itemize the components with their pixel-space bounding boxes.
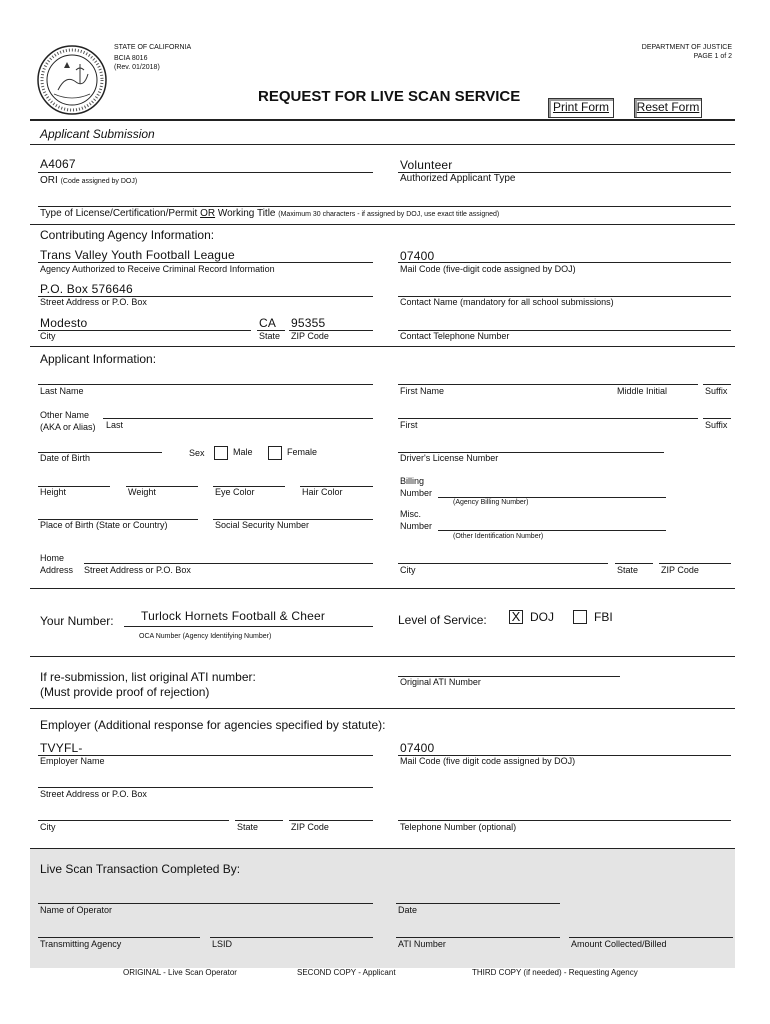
form-title: REQUEST FOR LIVE SCAN SERVICE: [258, 88, 521, 105]
employer-state-label: State: [237, 822, 259, 832]
billing-hint: (Agency Billing Number): [453, 499, 529, 506]
mail-code-value[interactable]: 07400: [400, 249, 435, 263]
employer-name-value[interactable]: TVYFL-: [40, 741, 83, 755]
eye-color-label: Eye Color: [215, 487, 255, 497]
agency-city-label: City: [40, 331, 56, 341]
hair-color-label: Hair Color: [302, 487, 343, 497]
section-divider: [30, 588, 735, 589]
footer-third-copy: THIRD COPY (if needed) - Requesting Agency: [472, 968, 638, 977]
license-line: [38, 206, 731, 207]
transmitting-agency-label: Transmitting Agency: [40, 939, 122, 949]
section-divider: [30, 224, 735, 225]
aka-last-label: Last: [106, 420, 124, 430]
footer-second-copy: SECOND COPY - Applicant: [297, 968, 396, 977]
employer-phone-label: Telephone Number (optional): [400, 822, 517, 832]
employer-phone-line: [398, 820, 731, 821]
home-zip-label: ZIP Code: [661, 565, 699, 575]
billing-label-2: Number: [400, 488, 433, 498]
employer-street-line: [38, 787, 373, 788]
contributing-agency-heading: Contributing Agency Information:: [40, 228, 215, 242]
license-or: OR: [200, 208, 216, 219]
doj-checkbox[interactable]: X: [509, 610, 523, 624]
page-number: PAGE 1 of 2: [693, 53, 732, 60]
form-revision: (Rev. 01/2018): [114, 64, 160, 71]
ori-line: [38, 172, 373, 173]
agency-street-value[interactable]: P.O. Box 576646: [40, 282, 133, 296]
applicant-type-label: Authorized Applicant Type: [400, 173, 516, 184]
transmitting-agency-line: [38, 937, 200, 938]
employer-street-label: Street Address or P.O. Box: [40, 789, 147, 799]
section-divider: [30, 708, 735, 709]
print-form-label: Print Form: [552, 100, 609, 114]
ori-hint: (Code assigned by DOJ): [60, 178, 138, 185]
home-zip-line: [659, 563, 731, 564]
footer-original: ORIGINAL - Live Scan Operator: [123, 968, 237, 977]
applicant-info-heading: Applicant Information:: [40, 352, 157, 366]
misc-line: [438, 530, 666, 531]
billing-line: [438, 497, 666, 498]
dob-label: Date of Birth: [40, 453, 91, 463]
employer-zip-label: ZIP Code: [291, 822, 329, 832]
live-scan-heading: Live Scan Transaction Completed By:: [40, 862, 241, 876]
aka-first-line: [398, 418, 698, 419]
mail-code-line: [398, 262, 731, 263]
first-name-label: First Name: [400, 386, 445, 396]
lsid-label: LSID: [212, 939, 233, 949]
agency-state-value[interactable]: CA: [259, 316, 277, 330]
state-name: STATE OF CALIFORNIA: [114, 44, 192, 51]
agency-state-label: State: [259, 331, 281, 341]
license-hint: (Maximum 30 characters - if assigned by DOJ, use exact title assigned): [278, 211, 500, 218]
section-divider: [30, 656, 735, 657]
operator-label: Name of Operator: [40, 905, 113, 915]
reset-form-label: Reset Form: [636, 100, 700, 114]
misc-label-2: Number: [400, 521, 433, 531]
contact-name-label: Contact Name (mandatory for all school submissions): [400, 297, 614, 307]
suffix-label: Suffix: [705, 386, 728, 396]
ori-label: [40, 175, 137, 186]
employer-city-line: [38, 820, 229, 821]
your-number-label: Your Number:: [40, 614, 114, 628]
your-number-hint: OCA Number (Agency Identifying Number): [139, 633, 272, 640]
license-label: [40, 208, 499, 219]
fbi-checkbox[interactable]: [573, 610, 587, 624]
female-label: Female: [287, 447, 318, 457]
aka-first-label: First: [400, 420, 418, 430]
agency-zip-value[interactable]: 95355: [291, 316, 326, 330]
last-name-line: [38, 384, 373, 385]
header-divider: [30, 119, 735, 121]
employer-state-line: [235, 820, 283, 821]
aka-suffix-label: Suffix: [705, 420, 728, 430]
misc-label-1: Misc.: [400, 509, 421, 519]
print-form-button[interactable]: [548, 98, 614, 118]
employer-name-label: Employer Name: [40, 756, 105, 766]
home-state-line: [615, 563, 653, 564]
drivers-license-label: Driver's License Number: [400, 453, 499, 463]
misc-hint: (Other Identification Number): [453, 533, 544, 540]
your-number-line: [124, 626, 373, 627]
last-name-label: Last Name: [40, 386, 84, 396]
height-label: Height: [40, 487, 67, 497]
sex-label: Sex: [189, 448, 205, 458]
state-seal-icon: [36, 44, 108, 116]
home-street-line: [84, 563, 373, 564]
operator-line: [38, 903, 373, 904]
ati-number-line: [396, 937, 560, 938]
billing-label-1: Billing: [400, 476, 425, 486]
home-city-line: [398, 563, 608, 564]
ati-number-label: ATI Number: [398, 939, 446, 949]
ori-label-text: ORI: [40, 175, 58, 186]
agency-city-value[interactable]: Modesto: [40, 316, 88, 330]
your-number-value[interactable]: Turlock Hornets Football & Cheer: [141, 609, 326, 623]
home-state-label: State: [617, 565, 639, 575]
reset-form-button[interactable]: [634, 98, 702, 118]
female-checkbox[interactable]: [268, 446, 282, 460]
resubmission-line-2: (Must provide proof of rejection): [40, 685, 210, 699]
employer-city-label: City: [40, 822, 56, 832]
other-name-label-1: Other Name: [40, 410, 90, 420]
aka-suffix-line: [703, 418, 731, 419]
applicant-submission-heading: Applicant Submission: [40, 127, 155, 141]
weight-label: Weight: [128, 487, 156, 497]
middle-initial-label: Middle Initial: [617, 386, 668, 396]
first-name-line: [398, 384, 698, 385]
other-name-label-2: (AKA or Alias): [40, 422, 96, 432]
amount-line: [569, 937, 733, 938]
date-line: [396, 903, 560, 904]
home-city-label: City: [400, 565, 416, 575]
ori-value[interactable]: A4067: [40, 157, 76, 171]
employer-heading: Employer (Additional response for agencies specified by statute):: [40, 718, 386, 732]
agency-line: [38, 262, 373, 263]
date-label: Date: [398, 905, 418, 915]
agency-label: Agency Authorized to Receive Criminal Record Information: [40, 264, 275, 274]
original-ati-label: Original ATI Number: [400, 677, 481, 687]
agency-city-line: [38, 330, 251, 331]
employer-zip-line: [289, 820, 373, 821]
resubmission-line-1: If re-submission, list original ATI number:: [40, 670, 256, 684]
mail-code-label: Mail Code (five-digit code assigned by DOJ): [400, 264, 576, 274]
male-label: Male: [233, 447, 253, 457]
license-label-text: Type of License/Certification/Permit: [40, 208, 198, 219]
contact-phone-label: Contact Telephone Number: [400, 331, 510, 341]
male-checkbox[interactable]: [214, 446, 228, 460]
agency-zip-label: ZIP Code: [291, 331, 329, 341]
employer-mail-code-value[interactable]: 07400: [400, 741, 435, 755]
agency-value[interactable]: Trans Valley Youth Football League: [40, 248, 235, 262]
amount-label: Amount Collected/Billed: [571, 939, 667, 949]
fbi-label: FBI: [594, 610, 613, 624]
working-title-label: Working Title: [217, 208, 276, 219]
applicant-type-value[interactable]: Volunteer: [400, 158, 453, 172]
employer-mail-code-label: Mail Code (five digit code assigned by DOJ): [400, 756, 576, 766]
agency-street-label: Street Address or P.O. Box: [40, 297, 147, 307]
form-code: BCIA 8016: [114, 55, 148, 62]
section-divider: [30, 848, 735, 849]
home-street-label: Street Address or P.O. Box: [84, 565, 191, 575]
department-name: DEPARTMENT OF JUSTICE: [641, 44, 732, 51]
section-divider: [30, 346, 735, 347]
place-of-birth-label: Place of Birth (State or Country): [40, 520, 168, 530]
level-of-service-label: Level of Service:: [398, 613, 487, 627]
section-divider: [30, 144, 735, 145]
suffix-line: [703, 384, 731, 385]
home-label-1: Home: [40, 553, 65, 563]
ssn-label: Social Security Number: [215, 520, 310, 530]
doj-label: DOJ: [530, 610, 554, 624]
lsid-line: [210, 937, 373, 938]
aka-last-line: [103, 418, 373, 419]
home-label-2: Address: [40, 565, 74, 575]
